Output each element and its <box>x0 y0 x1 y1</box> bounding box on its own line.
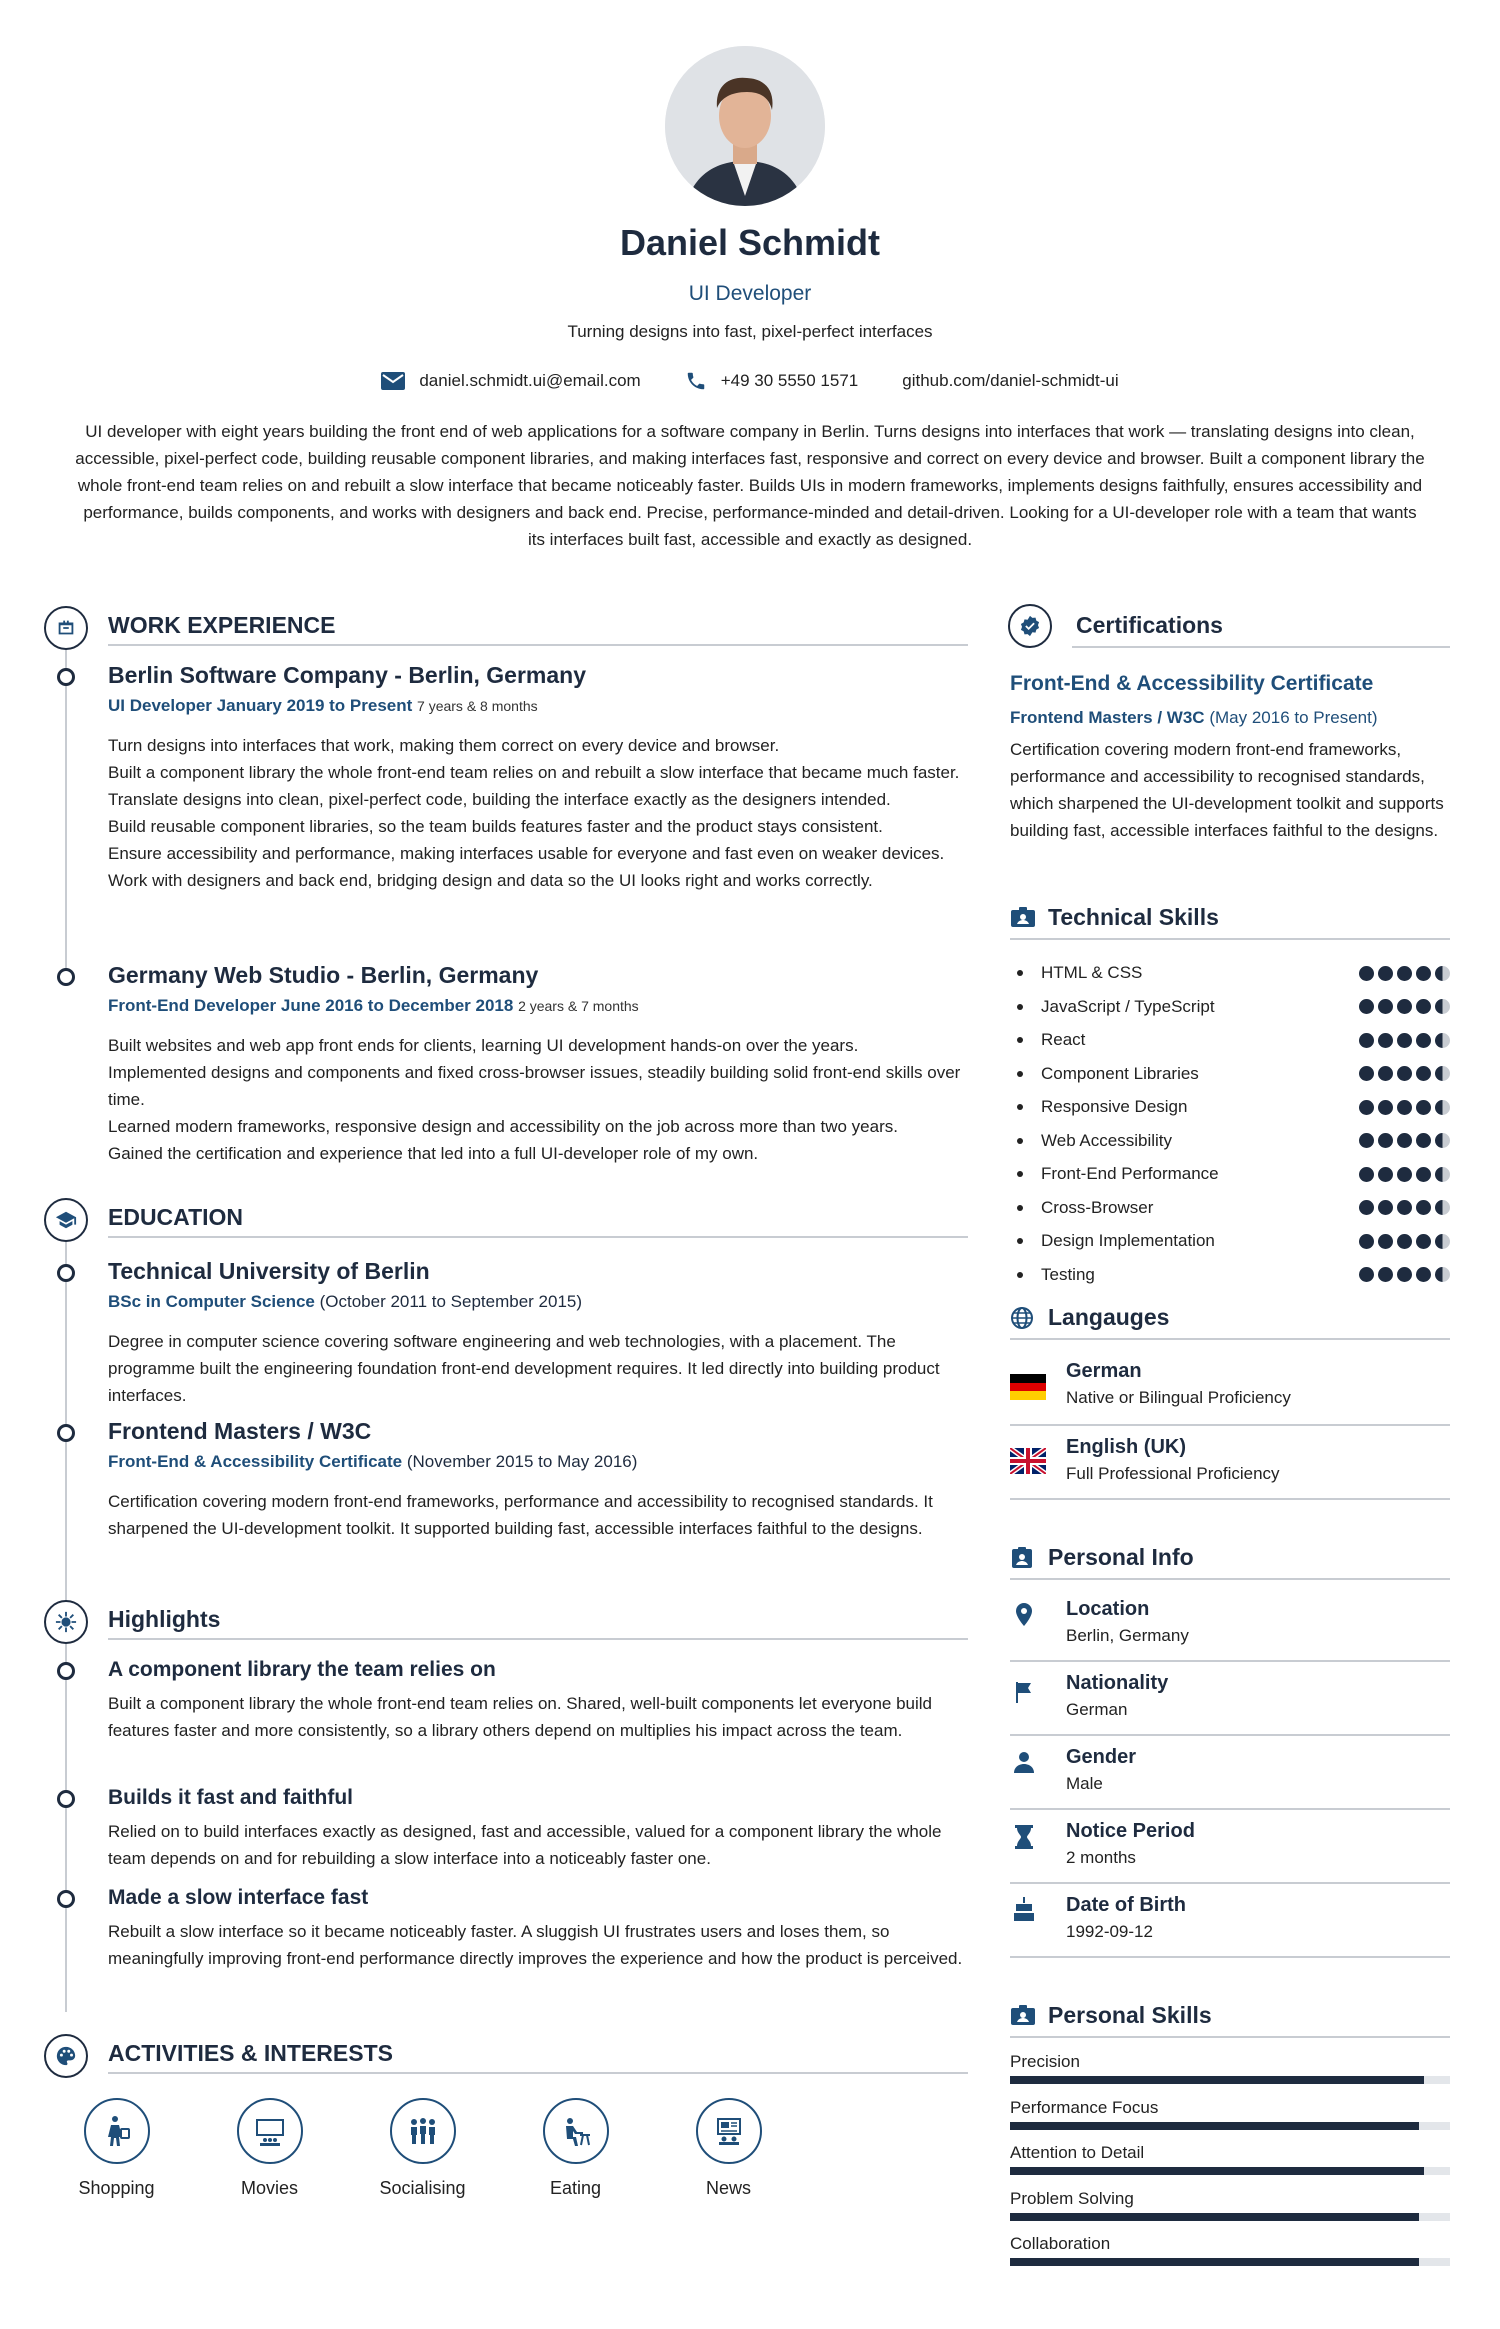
rating-dot <box>1435 1167 1450 1182</box>
skill-rating <box>1355 1100 1450 1115</box>
rating-dot <box>1378 1167 1393 1182</box>
skill-name: Design Implementation <box>1041 1231 1215 1250</box>
section-title: ACTIVITIES & INTERESTS <box>108 2040 393 2066</box>
rating-dot <box>1435 966 1450 981</box>
rating-dot <box>1397 1200 1412 1215</box>
rating-dot <box>1359 1100 1374 1115</box>
rating-dot <box>1435 1066 1450 1081</box>
rating-dot <box>1359 1167 1374 1182</box>
rating-dot <box>1378 1066 1393 1081</box>
section-divider <box>108 1236 968 1238</box>
rating-dot <box>1359 999 1374 1014</box>
skill-rating <box>1355 1234 1450 1249</box>
job-title: Germany Web Studio - Berlin, Germany <box>108 962 539 988</box>
candidate-name: Daniel Schmidt <box>619 222 881 263</box>
rating-dot <box>1359 1234 1374 1249</box>
rating-dot <box>1397 1133 1412 1148</box>
rating-dot <box>1416 1200 1431 1215</box>
job-subtitle: Front-End Developer June 2016 to December 2018 2 years & 7 months <box>108 996 639 1015</box>
bullet <box>1017 1104 1023 1110</box>
personal-skill-bar <box>1010 2213 1450 2221</box>
item-divider <box>1010 1498 1450 1500</box>
contact-card-icon <box>1010 1546 1034 1575</box>
rating-dot <box>1397 1033 1412 1048</box>
info-label: Gender <box>1066 1746 1137 1768</box>
activity-item <box>40 2098 193 2199</box>
personal-skill-bar <box>1010 2122 1450 2130</box>
technical-skill-row <box>1010 1096 1450 1118</box>
rating-dot <box>1416 1133 1431 1148</box>
profile-summary: UI developer with eight years building the front end of web applications for a software company in Berlin. Turns designs into interfaces that work — translating designs into clean, accessible, pixel-perfect code, building reusable component libraries, and making interfaces fast, responsive and correct on every device and browser. Built a component library the whole front-end team relies on and rebuilt a slow interface that became noticeably faster. Builds UIs in modern frameworks, implements designs faithfully, ensures accessibility and performance, builds components, and works with designers and back end. Precise, performance-minded and detail-driven. Looking for a UI-developer role with a team that wants its interfaces built fast, accessible and exactly as designed. <box>75 422 1425 549</box>
rating-dot <box>1435 1234 1450 1249</box>
location-pin-icon <box>1012 1602 1036 1628</box>
education-title: Frontend Masters / W3C <box>108 1418 372 1444</box>
info-value: 2 months <box>1066 1848 1136 1867</box>
activity-label: Eating <box>549 2178 602 2198</box>
section-divider <box>1010 1338 1450 1340</box>
item-divider <box>1010 1808 1450 1810</box>
timeline-dot <box>57 968 75 986</box>
graduation-cap-icon <box>44 1198 88 1242</box>
skill-name: Testing <box>1041 1264 1095 1284</box>
education-subtitle: Front-End & Accessibility Certificate (November 2015 to May 2016) <box>108 1452 638 1471</box>
rating-dot <box>1416 1066 1431 1081</box>
info-label: Location <box>1066 1598 1150 1620</box>
personal-skill-bar <box>1010 2167 1450 2175</box>
rating-dot <box>1397 999 1412 1014</box>
activities-list <box>40 2098 805 2199</box>
personal-skill-bar-fill <box>1010 2122 1419 2130</box>
info-value: Berlin, Germany <box>1066 1626 1189 1645</box>
skill-rating <box>1355 1167 1450 1182</box>
rating-dot <box>1435 1200 1450 1215</box>
language-name: German <box>1066 1360 1142 1382</box>
section-title: WORK EXPERIENCE <box>108 612 336 638</box>
item-divider <box>1010 1424 1450 1426</box>
rating-dot <box>1359 1200 1374 1215</box>
section-divider <box>108 2072 968 2074</box>
personal-skill-label: Collaboration <box>1010 2234 1111 2253</box>
timeline-line <box>65 1242 67 1602</box>
rating-dot <box>1378 966 1393 981</box>
technical-skill-row <box>1010 1063 1450 1085</box>
bullet <box>1017 1171 1023 1177</box>
rating-dot <box>1359 966 1374 981</box>
skill-name: Responsive Design <box>1041 1097 1188 1116</box>
education-description: Certification covering modern front-end frameworks, performance and accessibility to recognised standards. It sharpened the UI-development toolkit. It supported building fast, accessible interfaces faithful to the designs. <box>108 1492 933 1538</box>
personal-skill-label: Precision <box>1010 2052 1080 2071</box>
timeline-dot <box>57 1264 75 1282</box>
skill-rating <box>1355 966 1450 981</box>
education-description: Degree in computer science covering software engineering and web technologies, with a placement. The programme built the engineering foundation front-end development requires. It led directly into building product interfaces. <box>108 1332 940 1405</box>
highlight-description: Relied on to build interfaces exactly as designed, fast and accessible, valued for a component library the whole team depends on and for rebuilding a slow interface into a noticeably faster one. <box>108 1822 942 1868</box>
id-card-icon <box>1010 906 1036 933</box>
personal-skill-bar <box>1010 2258 1450 2266</box>
website-text: github.com/daniel-schmidt-ui <box>902 371 1119 390</box>
activity-label: Movies <box>240 2178 298 2198</box>
skill-name: HTML & CSS <box>1041 963 1143 982</box>
shopping-icon <box>84 2098 150 2164</box>
personal-skill-bar-fill <box>1010 2076 1424 2084</box>
certificate-issuer: Frontend Masters / W3C (May 2016 to Present) <box>1010 708 1378 727</box>
rating-dot <box>1416 1100 1431 1115</box>
rating-dot <box>1378 1133 1393 1148</box>
activity-item <box>499 2098 652 2199</box>
job-description: Built websites and web app front ends for clients, learning UI development hands-on over the years. Implemented designs and components and fixed cross-browser issues, steadily building solid front-end skills over time. Learned modern frameworks, responsive design and accessibility on the job across more than two years. Gained the certification and experience that led into a full UI-developer role of my own. <box>108 1036 961 1163</box>
candidate-role: UI Developer <box>688 282 812 305</box>
profile-photo <box>665 46 825 206</box>
activity-item <box>193 2098 346 2199</box>
bullet <box>1017 970 1023 976</box>
contact-bar <box>0 370 1500 392</box>
skill-name: Web Accessibility <box>1041 1130 1173 1150</box>
phone-contact[interactable] <box>685 370 859 392</box>
job-title: Berlin Software Company - Berlin, Germany <box>108 662 587 688</box>
bullet <box>1017 1138 1023 1144</box>
rating-dot <box>1359 1066 1374 1081</box>
rating-dot <box>1435 1267 1450 1282</box>
id-card-icon <box>1010 2004 1036 2031</box>
language-name: English (UK) <box>1066 1436 1186 1458</box>
email-text: daniel.schmidt.ui@email.com <box>419 371 641 390</box>
info-label: Nationality <box>1066 1672 1169 1694</box>
website-contact[interactable] <box>902 371 1118 391</box>
germany-flag-icon <box>1010 1374 1046 1400</box>
highlight-title: A component library the team relies on <box>108 1658 496 1681</box>
skill-name: Cross-Browser <box>1041 1197 1154 1217</box>
rating-dot <box>1416 1033 1431 1048</box>
personal-skill-bar <box>1010 2076 1450 2084</box>
timeline-line <box>65 1644 67 2012</box>
section-title: EDUCATION <box>108 1204 244 1230</box>
technical-skill-row <box>1010 1029 1450 1051</box>
news-icon <box>696 2098 762 2164</box>
cake-icon <box>1012 1896 1036 1922</box>
technical-skill-row <box>1010 1130 1450 1152</box>
verified-badge-icon <box>1008 604 1052 648</box>
rating-dot <box>1378 999 1393 1014</box>
section-title: Langauges <box>1048 1304 1170 1330</box>
rating-dot <box>1359 1267 1374 1282</box>
section-title: Technical Skills <box>1048 904 1219 930</box>
rating-dot <box>1397 966 1412 981</box>
phone-text: +49 30 5550 1571 <box>720 371 859 390</box>
flag-icon <box>1012 1680 1036 1704</box>
item-divider <box>1010 1882 1450 1884</box>
rating-dot <box>1397 1167 1412 1182</box>
section-divider <box>1010 1578 1450 1580</box>
rating-dot <box>1397 1066 1412 1081</box>
candidate-tagline: Turning designs into fast, pixel-perfect interfaces <box>567 322 933 341</box>
rating-dot <box>1435 999 1450 1014</box>
sparkle-icon <box>44 1600 88 1644</box>
info-value: German <box>1066 1700 1128 1719</box>
rating-dot <box>1416 966 1431 981</box>
personal-skill-label: Attention to Detail <box>1010 2143 1145 2162</box>
bullet <box>1017 1004 1023 1010</box>
bullet <box>1017 1071 1023 1077</box>
skill-rating <box>1355 1200 1450 1215</box>
skill-name: JavaScript / TypeScript <box>1041 996 1215 1016</box>
section-divider <box>108 644 968 646</box>
language-level: Full Professional Proficiency <box>1066 1464 1280 1483</box>
personal-skill-label: Problem Solving <box>1010 2188 1134 2208</box>
highlight-title: Builds it fast and faithful <box>108 1786 353 1809</box>
activity-label: Socialising <box>379 2178 466 2198</box>
palette-icon <box>44 2034 88 2078</box>
info-label: Date of Birth <box>1066 1894 1186 1916</box>
job-description: Turn designs into interfaces that work, making them correct on every device and browser. Built a component library the whole front-end team relies on and rebuilt a slow interface that became much faster. Translate designs into clean, pixel-perfect code, building the interface exactly as the designers intended. Build reusable component libraries, so the team builds features faster and the product stays consistent. Ensure accessibility and performance, making interfaces usable for everyone and fast even on weaker devices. Work with designers and back end, bridging design and data so the UI looks right and works correctly. <box>108 736 960 890</box>
info-value: Male <box>1066 1774 1103 1793</box>
bullet <box>1017 1037 1023 1043</box>
rating-dot <box>1397 1234 1412 1249</box>
rating-dot <box>1397 1100 1412 1115</box>
avatar-illustration <box>665 46 825 206</box>
highlight-description: Built a component library the whole front-end team relies on. Shared, well-built components let everyone build features faster and more consistently, so a library others depend on multiplies his impact across the team. <box>108 1694 933 1740</box>
job-subtitle: UI Developer January 2019 to Present 7 years & 8 months <box>108 696 538 715</box>
rating-dot <box>1359 1033 1374 1048</box>
activity-label: News <box>705 2178 751 2198</box>
uk-flag-icon <box>1010 1448 1046 1474</box>
technical-skill-row <box>1010 996 1450 1018</box>
email-contact[interactable] <box>381 371 640 391</box>
info-value: 1992-09-12 <box>1066 1922 1153 1941</box>
activity-label: Shopping <box>78 2178 155 2198</box>
activity-item <box>652 2098 805 2199</box>
rating-dot <box>1359 1133 1374 1148</box>
section-title: Highlights <box>108 1606 221 1632</box>
section-title: Personal Info <box>1048 1544 1194 1570</box>
technical-skill-row <box>1010 1230 1450 1252</box>
phone-icon <box>685 370 707 392</box>
timeline-dot <box>57 1662 75 1680</box>
item-divider <box>1010 1660 1450 1662</box>
briefcase-icon <box>44 606 88 650</box>
personal-skill-bar-fill <box>1010 2167 1424 2175</box>
socialising-icon <box>390 2098 456 2164</box>
globe-icon <box>1010 1306 1034 1335</box>
activity-item <box>346 2098 499 2199</box>
item-divider <box>1010 1956 1450 1958</box>
rating-dot <box>1416 1267 1431 1282</box>
info-label: Notice Period <box>1066 1820 1195 1842</box>
rating-dot <box>1378 1234 1393 1249</box>
personal-skill-bar-fill <box>1010 2258 1419 2266</box>
skill-name: Front-End Performance <box>1041 1164 1219 1183</box>
bullet <box>1017 1272 1023 1278</box>
rating-dot <box>1416 999 1431 1014</box>
technical-skill-row <box>1010 1163 1450 1185</box>
technical-skill-row <box>1010 1197 1450 1219</box>
timeline-line <box>65 644 67 974</box>
movies-icon <box>237 2098 303 2164</box>
rating-dot <box>1435 1033 1450 1048</box>
bullet <box>1017 1205 1023 1211</box>
technical-skill-row <box>1010 1264 1450 1286</box>
timeline-dot <box>57 1890 75 1908</box>
skill-name: React <box>1041 1030 1086 1049</box>
section-divider <box>108 1638 968 1640</box>
skill-rating <box>1355 1066 1450 1081</box>
bullet <box>1017 1238 1023 1244</box>
section-title: Personal Skills <box>1048 2002 1212 2028</box>
person-icon <box>1012 1750 1036 1774</box>
section-divider <box>1010 2036 1450 2038</box>
personal-skill-bar-fill <box>1010 2213 1419 2221</box>
rating-dot <box>1416 1167 1431 1182</box>
certificate-description: Certification covering modern front-end frameworks, performance and accessibility to recognised standards, which sharpened the UI-development toolkit and supports building fast, accessible interfaces faithful to the designs. <box>1010 740 1444 840</box>
rating-dot <box>1378 1033 1393 1048</box>
highlight-description: Rebuilt a slow interface so it became noticeably faster. A sluggish UI frustrates users and loses them, so meaningfully improving front-end performance directly improves the experience and how the product is perceived. <box>108 1922 963 1968</box>
email-icon <box>381 372 405 390</box>
rating-dot <box>1378 1200 1393 1215</box>
section-title: Certifications <box>1076 612 1223 638</box>
rating-dot <box>1378 1100 1393 1115</box>
highlight-title: Made a slow interface fast <box>108 1886 369 1909</box>
eating-icon <box>543 2098 609 2164</box>
certificate-title: Front-End & Accessibility Certificate <box>1010 672 1374 695</box>
skill-rating <box>1355 1267 1450 1282</box>
rating-dot <box>1435 1133 1450 1148</box>
section-divider <box>1010 938 1450 940</box>
timeline-dot <box>57 1424 75 1442</box>
rating-dot <box>1416 1234 1431 1249</box>
education-subtitle: BSc in Computer Science (October 2011 to September 2015) <box>108 1292 583 1311</box>
technical-skill-row <box>1010 962 1450 984</box>
skill-rating <box>1355 999 1450 1014</box>
item-divider <box>1010 1734 1450 1736</box>
personal-skill-label: Performance Focus <box>1010 2097 1159 2117</box>
rating-dot <box>1435 1100 1450 1115</box>
skill-rating <box>1355 1133 1450 1148</box>
timeline-dot <box>57 1790 75 1808</box>
language-level: Native or Bilingual Proficiency <box>1066 1388 1291 1407</box>
section-divider <box>1072 646 1450 648</box>
hourglass-icon <box>1012 1824 1036 1850</box>
skill-rating <box>1355 1033 1450 1048</box>
skill-name: Component Libraries <box>1041 1063 1199 1083</box>
rating-dot <box>1397 1267 1412 1282</box>
timeline-dot <box>57 668 75 686</box>
rating-dot <box>1378 1267 1393 1282</box>
education-title: Technical University of Berlin <box>108 1258 430 1284</box>
